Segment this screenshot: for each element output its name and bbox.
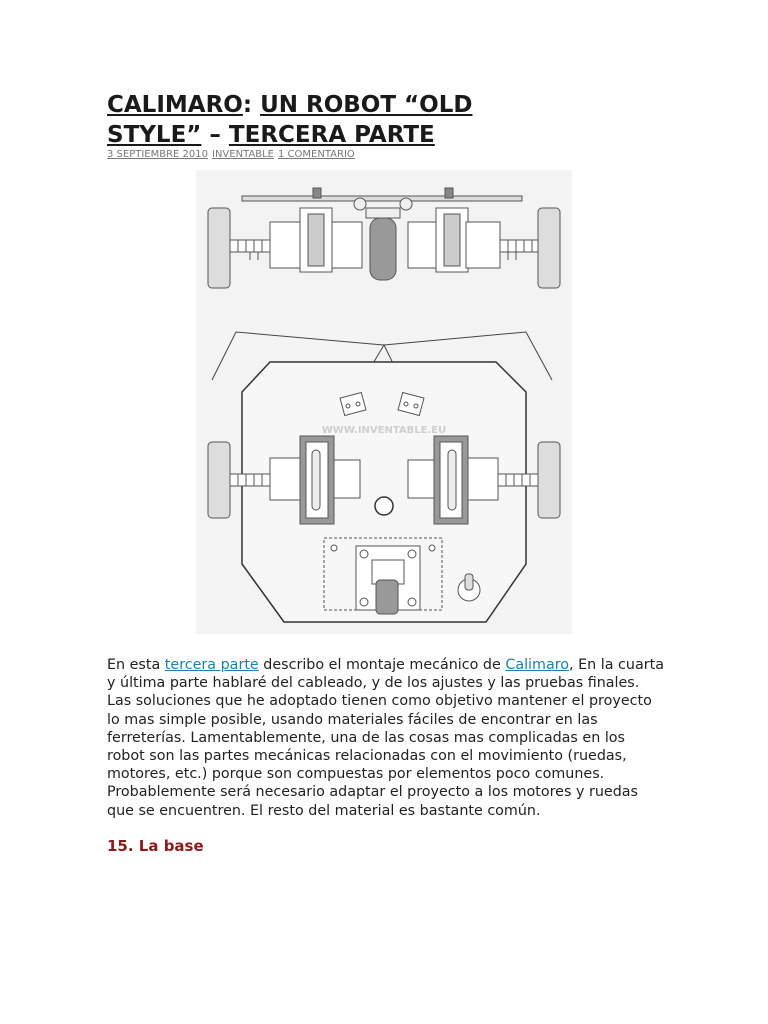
title-dash: – [201,122,229,148]
intro-text-pre: En esta [107,657,165,673]
robot-diagram [196,170,572,634]
diagram-watermark: WWW.INVENTABLE.EU [321,425,447,436]
intro-text-post: , En la cuarta y última parte hablaré del cableado, y de los ajustes y las pruebas finales. Las soluciones que he adoptado tienen como objetivo mantener el proyecto lo mas simple posible, usando materiales fáciles de encontrar en las ferreterías. Lamentablemente, una de las cosas mas complicadas en los robot son las partes mecánicas relacionadas con el movimiento (ruedas, motores, etc.) porque son compuestas por elementos poco comunes. Probablemente será necesario adaptar el proyecto a los motores y ruedas que se encuentren. El resto del material es bastante común. [107,657,664,819]
title-separator: : [242,92,261,118]
link-tercera-parte[interactable]: tercera parte [164,657,259,673]
post-date-link[interactable]: 3 SEPTIEMBRE 2010 [107,149,208,160]
link-calimaro[interactable]: Calimaro [505,657,570,673]
post-title [107,90,527,150]
intro-paragraph [107,656,667,820]
title-link-calimaro[interactable]: CALIMARO [107,92,243,118]
intro-text-mid: describo el montaje mecánico de [258,657,506,673]
post-meta [107,149,359,160]
post-category-link[interactable]: INVENTABLE [212,149,274,160]
title-link-tercera-parte[interactable]: TERCERA PARTE [228,122,435,148]
post-comments-link[interactable]: 1 COMENTARIO [278,149,355,160]
section-heading: 15. La base [107,837,204,855]
title-link-old-style[interactable]: UN ROBOT “OLD STYLE” [107,92,473,148]
